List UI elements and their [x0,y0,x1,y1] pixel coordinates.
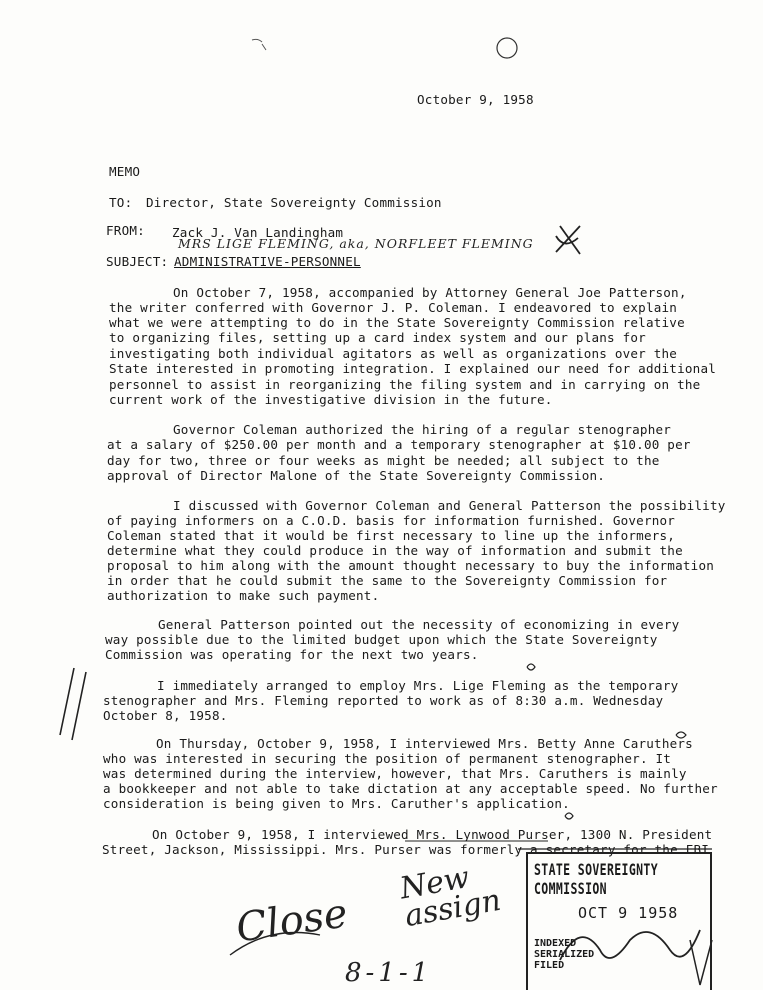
p7-line: Street, Jackson, Mississippi. Mrs. Purser was formerly a secretary for the FBI [102,842,710,857]
p6-line: On Thursday, October 9, 1958, I interviewed Mrs. Betty Anne Caruthers [156,736,693,751]
from-label: FROM: [106,223,145,238]
p6-line: consideration is being given to Mrs. Caruther's application. [103,796,570,811]
p1-line: to organizing files, setting up a card index system and our plans for [109,330,646,345]
p2-line: approval of Director Malone of the State Sovereignty Commission. [107,468,606,483]
stamp-date: OCT 9 1958 [578,904,679,922]
subject-label: SUBJECT: [106,254,169,269]
p5-line: October 8, 1958. [103,708,228,723]
p3-line: proposal to him along with the amount thought necessary to buy the information [107,558,715,573]
stray-mark [252,39,266,50]
p1-line: State interested in promoting integration. I explained our need for additional [109,361,717,376]
p3-line: I discussed with Governor Coleman and General Patterson the possibility [173,498,726,513]
stamp-title: STATE SOVEREIGNTY COMMISSION [534,860,659,898]
p3-line: determine what they could produce in the way of information and submit the [107,543,683,558]
handwritten-file-number: 8-1-1 [345,958,433,988]
received-stamp [526,852,712,990]
p1-line: current work of the investigative division in the future. [109,392,553,407]
from-value: Zack J. Van Landingham [172,225,344,240]
p3-line: Coleman stated that it would be first necessary to line up the informers, [107,528,676,543]
stamp-status-list [534,938,594,971]
p1-line: investigating both individual agitators as well as organizations over the [109,346,678,361]
p6-line: was determined during the interview, however, that Mrs. Caruthers is mainly [103,766,687,781]
stamp-status-item: FILED [534,960,565,971]
p7-line: On October 9, 1958, I interviewed Mrs. Lynwood Purser, 1300 N. President [152,827,713,842]
p5-line: I immediately arranged to employ Mrs. Lige Fleming as the temporary [157,678,679,693]
handwritten-close: Close [233,890,351,952]
p3-line: of paying informers on a C.O.D. basis for information furnished. Governor [107,513,676,528]
margin-slash-marks [60,668,86,740]
p3-line: in order that he could submit the same to the Sovereignty Commission for [107,573,668,588]
handwritten-note: MRS LIGE FLEMING, aka, NORFLEET FLEMING [178,236,534,251]
p4-line: General Patterson pointed out the necessity of economizing in every [158,617,680,632]
p4-line: way possible due to the limited budget upon which the State Sovereignty [105,632,658,647]
check-mark-purser [565,813,573,819]
p2-line: Governor Coleman authorized the hiring of a regular stenographer [173,422,672,437]
to-label: TO: [109,195,133,210]
p1-line: On October 7, 1958, accompanied by Attorney General Joe Patterson, [173,285,687,300]
stamp-status-item: SERIALIZED [534,949,595,960]
p1-line: the writer conferred with Governor J. P. Coleman. I endeavored to explain [109,300,678,315]
memo-date: October 9, 1958 [417,92,534,107]
memo-label: MEMO [109,164,141,179]
p2-line: at a salary of $250.00 per month and a temporary stenographer at $10.00 per [107,437,691,452]
p5-line: stenographer and Mrs. Fleming reported to work as of 8:30 a.m. Wednesday [103,693,664,708]
to-value: Director, State Sovereignty Commission [146,195,442,210]
p2-line: day for two, three or four weeks as might be needed; all subject to the [107,453,660,468]
handwritten-new-assign: New assign [397,859,504,935]
check-mark-fleming [527,664,535,670]
stamp-status-item: INDEXED [534,938,577,949]
x-mark [556,226,580,254]
p4-line: Commission was operating for the next two years. [105,647,479,662]
p6-line: who was interested in securing the position of permanent stenographer. It [103,751,672,766]
p3-line: authorization to make such payment. [107,588,380,603]
p1-line: personnel to assist in reorganizing the filing system and in carrying on the [109,377,701,392]
punch-hole-circle [497,38,517,58]
p6-line: a bookkeeper and not able to take dictation at any acceptable speed. No further [103,781,718,796]
p1-line: what we were attempting to do in the State Sovereignty Commission relative [109,315,685,330]
subject-value: ADMINISTRATIVE-PERSONNEL [174,254,361,269]
